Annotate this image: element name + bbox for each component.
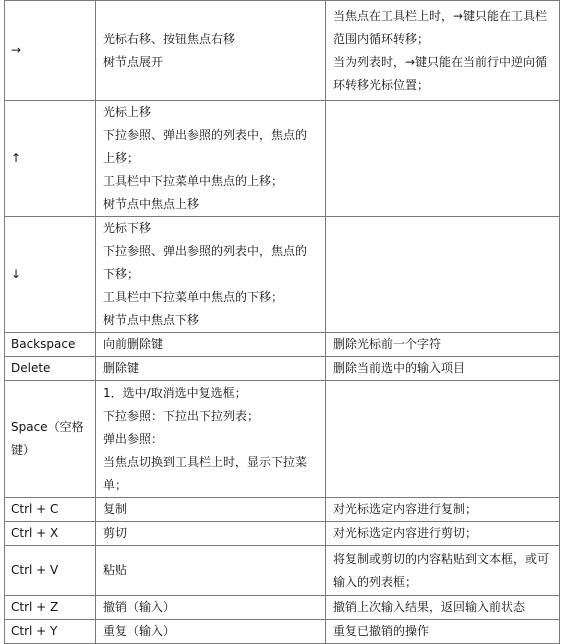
description-cell: 向前删除键 (96, 333, 326, 357)
key-cell: Ctrl + Z (5, 596, 96, 620)
description-line: 下拉参照：下拉出下拉列表； (103, 408, 260, 423)
table-row (5, 381, 560, 498)
description-line: 工具栏中下拉菜单中焦点的下移； (103, 290, 284, 304)
table-row (5, 333, 560, 357)
description-line: 下拉参照、弹出参照的列表中，焦点的下移； (103, 244, 308, 281)
shortcut-table (4, 0, 560, 644)
key-cell: Ctrl + V (5, 546, 96, 596)
note-cell (326, 217, 560, 333)
description-cell (96, 217, 326, 333)
description-cell: 剪切 (96, 522, 326, 546)
description-line: 树节点中焦点上移 (103, 197, 200, 211)
key-cell: Ctrl + Y (5, 620, 96, 644)
table-row (5, 101, 560, 217)
table-row (5, 596, 560, 620)
description-cell (96, 101, 326, 217)
description-cell (96, 381, 326, 498)
description-cell: 删除键 (96, 357, 326, 381)
table-row (5, 498, 560, 522)
description-line: 下拉参照、弹出参照的列表中，焦点的上移； (103, 128, 308, 165)
note-cell: 删除当前选中的输入项目 (326, 357, 560, 381)
description-line: 1．选中/取消选中复选框； (103, 385, 247, 400)
table-row (5, 217, 560, 333)
description-line: 光标上移 (103, 105, 152, 119)
note-cell: 对光标选定内容进行剪切； (326, 522, 560, 546)
description-cell: 复制 (96, 498, 326, 522)
table-row (5, 620, 560, 644)
description-line: 树节点中焦点下移 (103, 313, 200, 327)
description-line: 当焦点切换到工具栏上时，显示下拉菜单； (103, 454, 308, 492)
key-cell: Ctrl + X (5, 522, 96, 546)
key-cell: → (5, 1, 96, 101)
table-row (5, 357, 560, 381)
key-cell: Delete (5, 357, 96, 381)
key-cell: Space（空格键） (5, 381, 96, 498)
description-line: 弹出参照： (103, 431, 164, 446)
note-cell: 重复已撤销的操作 (326, 620, 560, 644)
note-cell: 撤销上次输入结果，返回输入前状态 (326, 596, 560, 620)
description-cell (96, 1, 326, 101)
table-row (5, 1, 560, 101)
description-cell: 撤销（输入） (96, 596, 326, 620)
note-cell: 将复制或剪切的内容粘贴到文本框，或可输入的列表框； (326, 546, 560, 596)
note-line: 当为列表时，→键只能在当前行中逆向循环转移光标位置； (333, 54, 548, 92)
key-cell: ↑ (5, 101, 96, 217)
description-cell: 重复（输入） (96, 620, 326, 644)
description-line: 树节点展开 (103, 54, 164, 69)
key-cell: Backspace (5, 333, 96, 357)
note-line: 当焦点在工具栏上时，→键只能在工具栏范围内循环转移； (333, 8, 548, 46)
description-line: 光标右移、按钮焦点右移 (103, 31, 236, 46)
key-cell: Ctrl + C (5, 498, 96, 522)
note-cell (326, 101, 560, 217)
table-row (5, 546, 560, 596)
description-line: 工具栏中下拉菜单中焦点的上移； (103, 174, 284, 188)
note-cell (326, 381, 560, 498)
note-cell: 删除光标前一个字符 (326, 333, 560, 357)
description-cell: 粘贴 (96, 546, 326, 596)
note-cell: 对光标选定内容进行复制； (326, 498, 560, 522)
table-row (5, 522, 560, 546)
key-cell: ↓ (5, 217, 96, 333)
description-line: 光标下移 (103, 221, 152, 235)
note-cell (326, 1, 560, 101)
